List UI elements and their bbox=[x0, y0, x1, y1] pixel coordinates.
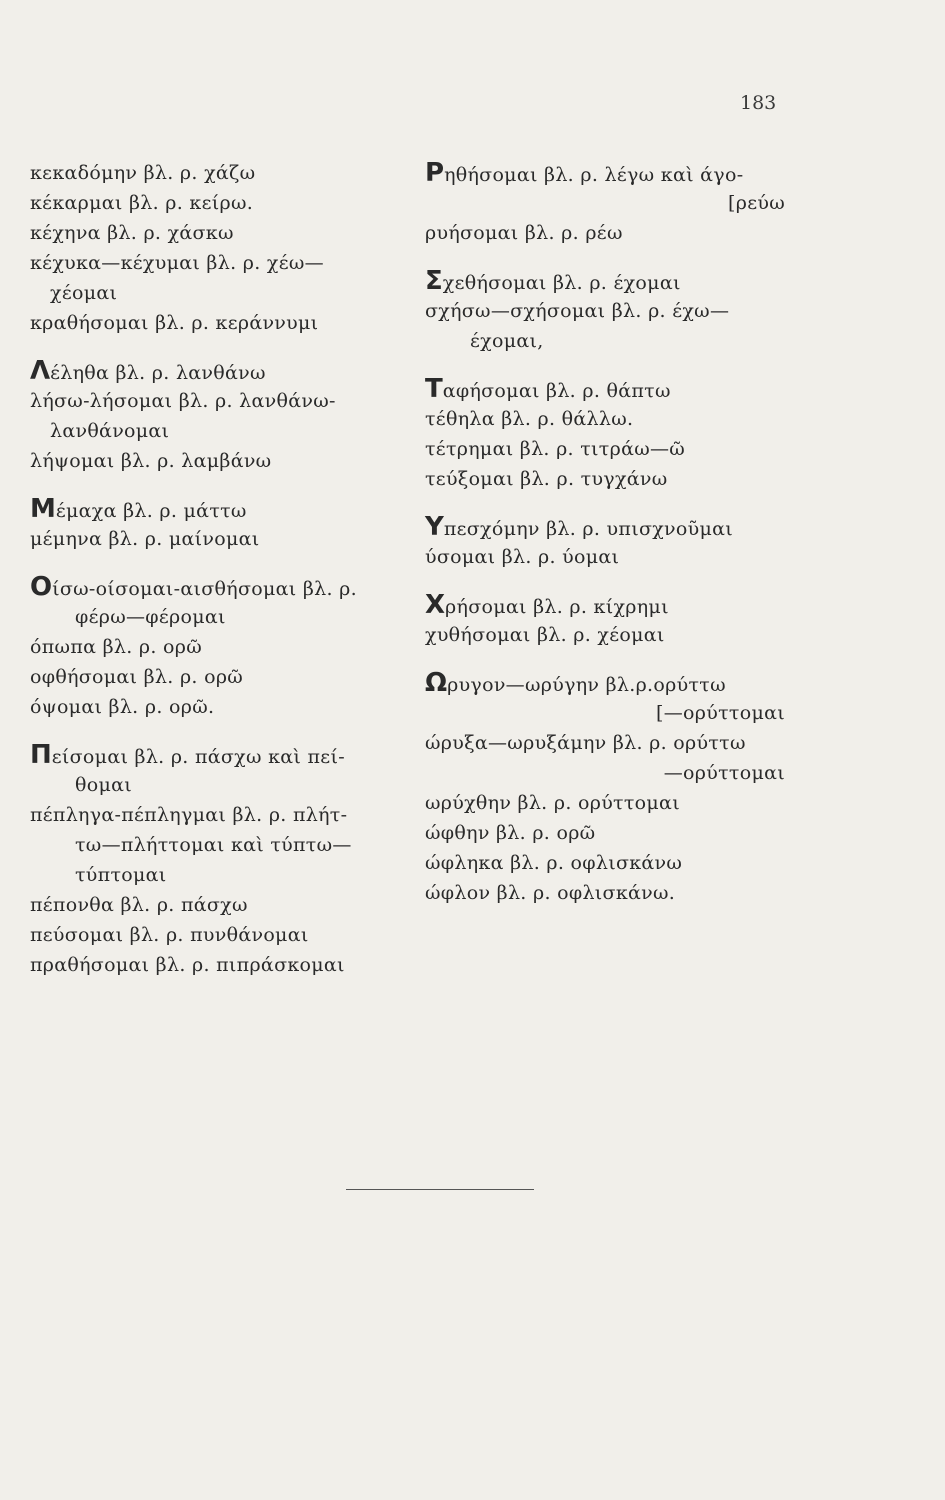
dictionary-entry bbox=[30, 416, 420, 446]
entry-text: πραθήσομαι βλ. ρ. πιπράσκομαι bbox=[30, 954, 345, 976]
dictionary-entry bbox=[425, 542, 825, 572]
section-first-entry bbox=[425, 158, 825, 188]
entry-text: τεύξομαι βλ. ρ. τυγχάνω bbox=[425, 468, 668, 490]
left-column bbox=[30, 158, 420, 980]
dictionary-entry bbox=[30, 308, 420, 338]
dictionary-entry bbox=[30, 890, 420, 920]
entry-text: μέμηνα βλ. ρ. μαίνομαι bbox=[30, 528, 260, 550]
dictionary-entry bbox=[425, 620, 825, 650]
entry-text: πέπονθα βλ. ρ. πάσχω bbox=[30, 894, 248, 916]
entry-text: τω—πλήττομαι καὶ τύπτω— bbox=[75, 834, 352, 856]
entry-text: πεσχόμην βλ. ρ. υπισχνοῦμαι bbox=[443, 518, 733, 540]
dictionary-entry bbox=[30, 632, 420, 662]
entry-text: κέχηνα βλ. ρ. χάσκω bbox=[30, 222, 234, 244]
dictionary-entry bbox=[425, 818, 825, 848]
section-first-entry bbox=[425, 374, 825, 404]
section-initial: Ρ bbox=[425, 158, 445, 188]
dictionary-entry bbox=[30, 920, 420, 950]
dictionary-entry bbox=[425, 728, 825, 758]
entry-text: ώφθην βλ. ρ. ορῶ bbox=[425, 822, 596, 844]
entry-gap bbox=[425, 494, 825, 512]
entry-gap bbox=[425, 248, 825, 266]
entry-text: λήψομαι βλ. ρ. λαμβάνω bbox=[30, 450, 272, 472]
entry-text: ρήσομαι βλ. ρ. κίχρημι bbox=[445, 596, 669, 618]
section-initial: Ω bbox=[425, 668, 448, 698]
entry-text: έχομαι, bbox=[470, 330, 544, 352]
dictionary-entry bbox=[30, 602, 420, 632]
dictionary-entry bbox=[425, 758, 825, 788]
dictionary-entry bbox=[30, 950, 420, 980]
entry-text: —ορύττομαι bbox=[663, 762, 785, 784]
entry-text: οφθήσομαι βλ. ρ. ορῶ bbox=[30, 666, 244, 688]
entry-text: τέτρημαι βλ. ρ. τιτράω—ῶ bbox=[425, 438, 686, 460]
right-column bbox=[425, 158, 825, 908]
dictionary-entry bbox=[30, 188, 420, 218]
section-first-entry bbox=[30, 494, 420, 524]
entry-gap bbox=[425, 572, 825, 590]
entry-gap bbox=[425, 356, 825, 374]
entry-text: χυθήσομαι βλ. ρ. χέομαι bbox=[425, 624, 665, 646]
page-number: 183 bbox=[740, 92, 777, 114]
section-initial: Π bbox=[30, 740, 52, 770]
entry-text: λανθάνομαι bbox=[50, 420, 170, 442]
section-first-entry bbox=[30, 740, 420, 770]
entry-text: [ρεύω bbox=[728, 192, 785, 214]
section-initial: Χ bbox=[425, 590, 446, 620]
entry-text: [—ορύττομαι bbox=[656, 702, 785, 724]
section-first-entry bbox=[425, 590, 825, 620]
dictionary-entry bbox=[30, 386, 420, 416]
entry-text: ρυήσομαι βλ. ρ. ρέω bbox=[425, 222, 623, 244]
entry-text: τύπτομαι bbox=[75, 864, 167, 886]
dictionary-entry bbox=[425, 188, 825, 218]
entry-gap bbox=[30, 476, 420, 494]
dictionary-entry bbox=[30, 524, 420, 554]
entry-text: λήσω-λήσομαι βλ. ρ. λανθάνω- bbox=[30, 390, 336, 412]
entry-text: θομαι bbox=[75, 774, 133, 796]
dictionary-entry bbox=[30, 662, 420, 692]
section-initial: Σ bbox=[425, 266, 443, 296]
section-initial: Υ bbox=[425, 512, 444, 542]
entry-text: κέκαρμαι βλ. ρ. κείρω. bbox=[30, 192, 254, 214]
entry-text: ηθήσομαι βλ. ρ. λέγω καὶ άγο- bbox=[444, 164, 744, 186]
entry-gap bbox=[30, 554, 420, 572]
entry-text: όψομαι βλ. ρ. ορῶ. bbox=[30, 696, 215, 718]
entry-text: κεκαδόμην βλ. ρ. χάζω bbox=[30, 162, 256, 184]
entry-text: έληθα βλ. ρ. λανθάνω bbox=[50, 362, 266, 384]
entry-text: ίσω-οίσομαι-αισθήσομαι βλ. ρ. bbox=[52, 578, 357, 600]
entry-text: σχήσω—σχήσομαι βλ. ρ. έχω— bbox=[425, 300, 730, 322]
entry-gap bbox=[30, 338, 420, 356]
dictionary-entry bbox=[30, 770, 420, 800]
section-first-entry bbox=[425, 512, 825, 542]
section-initial: Μ bbox=[30, 494, 56, 524]
dictionary-entry bbox=[425, 464, 825, 494]
dictionary-entry bbox=[425, 218, 825, 248]
dictionary-entry bbox=[425, 326, 825, 356]
entry-text: όπωπα βλ. ρ. ορῶ bbox=[30, 636, 203, 658]
dictionary-entry bbox=[425, 878, 825, 908]
entry-text: είσομαι βλ. ρ. πάσχω καὶ πεί- bbox=[51, 746, 345, 768]
entry-text: τέθηλα βλ. ρ. θάλλω. bbox=[425, 408, 634, 430]
entry-text: φέρω—φέρομαι bbox=[75, 606, 226, 628]
entry-text: πέπληγα-πέπληγμαι βλ. ρ. πλήτ- bbox=[30, 804, 348, 826]
dictionary-entry bbox=[30, 218, 420, 248]
entry-text: ωρύχθην βλ. ρ. ορύττομαι bbox=[425, 792, 680, 814]
entry-text: ύσομαι βλ. ρ. ύομαι bbox=[425, 546, 620, 568]
entry-text: χεθήσομαι βλ. ρ. έχομαι bbox=[442, 272, 681, 294]
entry-text: κραθήσομαι βλ. ρ. κεράννυμι bbox=[30, 312, 319, 334]
section-first-entry bbox=[30, 572, 420, 602]
section-first-entry bbox=[425, 266, 825, 296]
dictionary-entry bbox=[425, 788, 825, 818]
dictionary-entry bbox=[30, 158, 420, 188]
entry-text: έμαχα βλ. ρ. μάττω bbox=[55, 500, 247, 522]
end-rule bbox=[346, 1189, 534, 1190]
dictionary-entry bbox=[425, 434, 825, 464]
entry-text: αφήσομαι βλ. ρ. θάπτω bbox=[442, 380, 671, 402]
entry-gap bbox=[30, 722, 420, 740]
dictionary-entry bbox=[425, 698, 825, 728]
section-initial: Ο bbox=[30, 572, 53, 602]
entry-text: ρυγον—ωρύγην βλ.ρ.ορύττω bbox=[447, 674, 726, 696]
entry-text: πεύσομαι βλ. ρ. πυνθάνομαι bbox=[30, 924, 309, 946]
entry-text: ώφλον βλ. ρ. οφλισκάνω. bbox=[425, 882, 676, 904]
entry-text: ώρυξα—ωρυξάμην βλ. ρ. ορύττω bbox=[425, 732, 746, 754]
dictionary-entry bbox=[30, 830, 420, 860]
dictionary-entry bbox=[425, 296, 825, 326]
entry-gap bbox=[425, 650, 825, 668]
dictionary-entry bbox=[425, 404, 825, 434]
dictionary-entry bbox=[30, 692, 420, 722]
dictionary-entry bbox=[30, 800, 420, 830]
dictionary-entry bbox=[30, 278, 420, 308]
section-first-entry bbox=[30, 356, 420, 386]
entry-text: ώφληκα βλ. ρ. οφλισκάνω bbox=[425, 852, 683, 874]
entry-text: χέομαι bbox=[50, 282, 118, 304]
section-initial: Τ bbox=[425, 374, 443, 404]
dictionary-entry bbox=[30, 248, 420, 278]
dictionary-entry bbox=[30, 860, 420, 890]
entry-text: κέχυκα—κέχυμαι βλ. ρ. χέω— bbox=[30, 252, 324, 274]
dictionary-entry bbox=[425, 848, 825, 878]
dictionary-entry bbox=[30, 446, 420, 476]
section-first-entry bbox=[425, 668, 825, 698]
section-initial: Λ bbox=[30, 356, 51, 386]
